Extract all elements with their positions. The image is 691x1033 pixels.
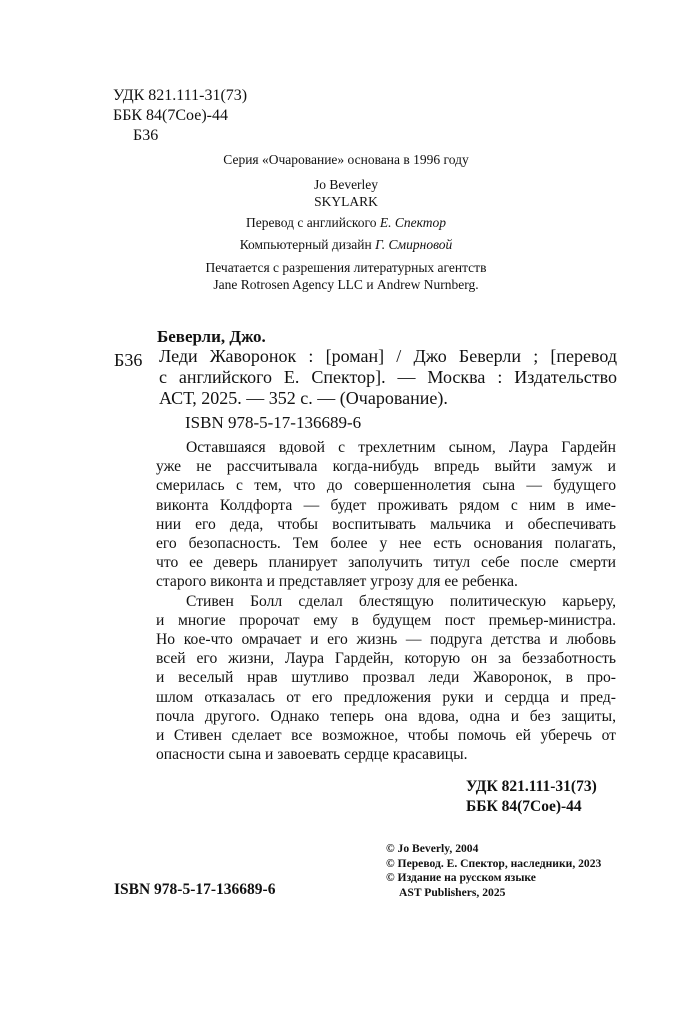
bib-line: Леди Жаворонок : [роман] / Джо Беверли ; [перевод (159, 346, 617, 366)
design-credit (110, 236, 582, 253)
copyright-line: © Jo Beverly, 2004 (386, 842, 479, 855)
annotation-line: смерилась с тем, что до совершеннолетия сына — будущего (156, 477, 616, 495)
annotation-line: что ее деверь планирует заполучить титул себе после смерти (156, 554, 616, 572)
bbk-code: ББК 84(7Сое)-44 (113, 107, 228, 124)
annotation-line: нии его деда, чтобы воспитывать мальчика и обеспечивать (156, 515, 616, 533)
original-title: SKYLARK (314, 194, 378, 209)
annotation-line: старого виконта и представляет угрозу для ее ребенка. (156, 573, 518, 591)
original-author: Jo Beverley (313, 177, 379, 192)
bib-line: АСТ, 2025. — 352 с. — (Очарование). (159, 388, 448, 408)
annotation-line: виконта Колдфорта — будет проживать рядом с ним в име- (156, 496, 616, 514)
annotation-line: его безопасность. Тем более у нее есть основания полагать, (156, 535, 616, 553)
series-note: Серия «Очарование» основана в 1996 году (223, 152, 469, 167)
copyright-line: AST Publishers, 2025 (399, 886, 506, 899)
annotation-line: и веселый нрав шутливо прозвал леди Жаворонок, в про- (156, 669, 616, 687)
annotation-line: почла другого. Однако теперь она вдова, одна и без защиты, (156, 707, 616, 725)
bib-isbn: ISBN 978-5-17-136689-6 (185, 413, 362, 432)
permission-line-1: Печатается с разрешения литературных агентств (205, 260, 487, 275)
annotation (156, 438, 616, 764)
bib-code: Б36 (114, 350, 143, 370)
udk-code: УДК 821.111-31(73) (113, 87, 248, 104)
permission-line-2: Jane Rotrosen Agency LLC и Andrew Nurnberg. (213, 277, 479, 292)
annotation-line: всей его жизни, Лаура Гардейн, которую он за беззаботность (156, 650, 616, 668)
author-mark: Б36 (133, 127, 159, 144)
translation-credit (110, 214, 582, 231)
annotation-line: уже не рассчитывала когда-нибудь впредь выйти замуж и (156, 458, 616, 476)
annotation-line: Оставшаяся вдовой с трехлетним сыном, Лаура Гардейн (186, 439, 616, 456)
translation-label: Перевод с английского (245, 215, 377, 230)
bib-author: Беверли, Джо. (157, 327, 266, 346)
annotation-line: Стивен Болл сделал блестящую политическую карьеру, (186, 592, 616, 610)
annotation-line: и многие пророчат ему в будущем пост премьер-министра. (156, 611, 616, 629)
bib-description (159, 346, 617, 409)
bbk-code-bottom: ББК 84(7Сое)-44 (466, 798, 582, 815)
bib-line: с английского Е. Спектор]. — Москва : Издательство (159, 367, 617, 387)
design-label: Компьютерный дизайн (239, 237, 372, 252)
copyright-line: © Перевод. Е. Спектор, наследники, 2023 (386, 857, 602, 870)
udk-code-bottom: УДК 821.111-31(73) (466, 778, 597, 795)
annotation-line: и Стивен сделает все возможное, чтобы помочь ей уберечь от (156, 727, 616, 745)
annotation-line: опасности сына и завоевать сердце красавицы. (156, 746, 468, 764)
isbn-bottom: ISBN 978-5-17-136689-6 (114, 881, 276, 898)
annotation-line: шлом отказалась от его предложения руки и сердца и пред- (156, 688, 616, 706)
translator-name: Е. Спектор (379, 215, 447, 230)
copyright-line: © Издание на русском языке (386, 871, 536, 884)
designer-name: Г. Смирновой (375, 237, 453, 252)
annotation-line: Но кое-что омрачает и его жизнь — подруга детства и любовь (156, 631, 616, 649)
